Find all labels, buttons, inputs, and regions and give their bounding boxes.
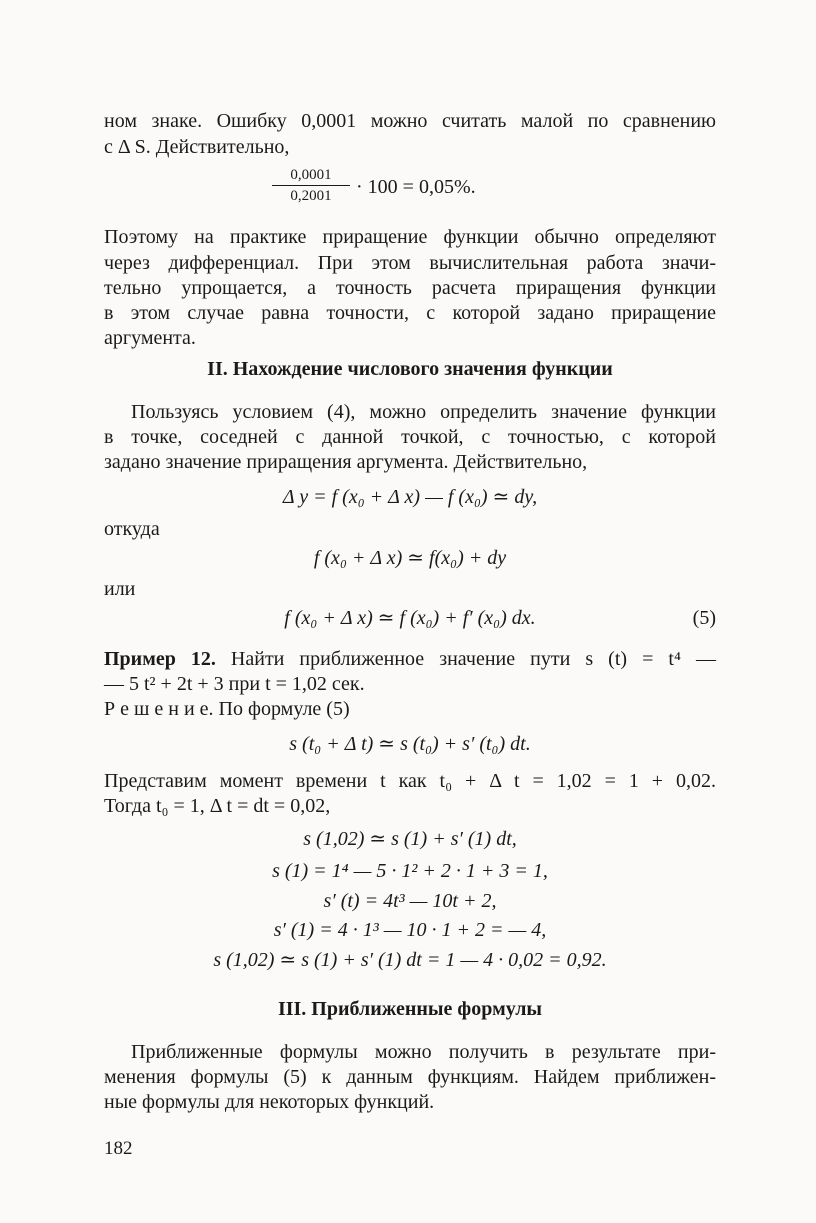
text-line: или bbox=[104, 578, 136, 600]
text-line: Представим момент времени t как t₀ + Δ t = 1,02 = 1 + 0,02. bbox=[104, 770, 716, 792]
text-line: через дифференциал. При этом вычислительная работа значи- bbox=[104, 252, 716, 274]
calc-line: s′ (t) = 4t³ — 10t + 2, bbox=[323, 890, 497, 912]
text-line: Пользуясь условием (4), можно определить значение функции bbox=[131, 401, 716, 423]
fraction-denominator: 0,2001 bbox=[290, 188, 332, 204]
text-line: ные формулы для некоторых функций. bbox=[104, 1091, 435, 1113]
example-label: Пример 12. bbox=[104, 648, 216, 670]
equation: f (x₀ + Δ x) ≃ f(x₀) + dy bbox=[313, 547, 507, 569]
text-line: в точке, соседней с данной точкой, с точностью, с которой bbox=[104, 426, 716, 448]
calc-line: s (1,02) ≃ s (1) + s′ (1) dt, bbox=[303, 828, 517, 850]
fraction-bar bbox=[272, 185, 350, 186]
text-line: задано значение приращения аргумента. Действительно, bbox=[104, 451, 588, 473]
text-line: менения формулы (5) к данным функциям. Найдем приближен- bbox=[104, 1066, 716, 1088]
solution-line: Р е ш е н и е. По формуле (5) bbox=[104, 698, 350, 720]
text-line: аргумента. bbox=[104, 327, 196, 349]
text-line: Поэтому на практике приращение функции обычно определяют bbox=[104, 226, 716, 248]
text-line: ном знаке. Ошибку 0,0001 можно считать малой по сравнению bbox=[104, 110, 716, 132]
section-heading: II. Нахождение числового значения функции bbox=[207, 358, 613, 380]
equation: Δ y = f (x₀ + Δ x) — f (x₀) ≃ dy, bbox=[282, 486, 538, 508]
text-line: откуда bbox=[104, 518, 160, 540]
fraction bbox=[272, 166, 350, 205]
text-line: Приближенные формулы можно получить в результате при- bbox=[131, 1041, 716, 1063]
text-line: с Δ S. Действительно, bbox=[104, 136, 290, 158]
page-number: 182 bbox=[104, 1138, 133, 1159]
equation: s (t₀ + Δ t) ≃ s (t₀) + s′ (t₀) dt. bbox=[289, 733, 531, 755]
calc-line: s (1) = 1⁴ — 5 · 1² + 2 · 1 + 3 = 1, bbox=[272, 860, 548, 882]
text-line: Тогда t₀ = 1, Δ t = dt = 0,02, bbox=[104, 795, 331, 817]
calc-line: s (1,02) ≃ s (1) + s′ (1) dt = 1 — 4 · 0,02 = 0,92. bbox=[213, 949, 607, 971]
fraction-result: · 100 = 0,05%. bbox=[356, 176, 476, 198]
fraction-numerator: 0,0001 bbox=[290, 167, 332, 183]
text-line: — 5 t² + 2t + 3 при t = 1,02 сек. bbox=[104, 673, 365, 695]
equation: f (x₀ + Δ x) ≃ f (x₀) + f′ (x₀) dx. bbox=[284, 607, 536, 629]
text-line: тельно упрощается, а точность расчета приращения функции bbox=[104, 277, 716, 299]
example-text: Найти приближенное значение пути s (t) = t⁴ — bbox=[215, 648, 716, 670]
calc-line: s′ (1) = 4 · 1³ — 10 · 1 + 2 = — 4, bbox=[273, 919, 547, 941]
example-line bbox=[104, 646, 716, 672]
equation-number: (5) bbox=[692, 607, 716, 629]
text-line: в этом случае равна точности, с которой задано приращение bbox=[104, 302, 716, 324]
section-heading: III. Приближенные формулы bbox=[277, 998, 543, 1020]
